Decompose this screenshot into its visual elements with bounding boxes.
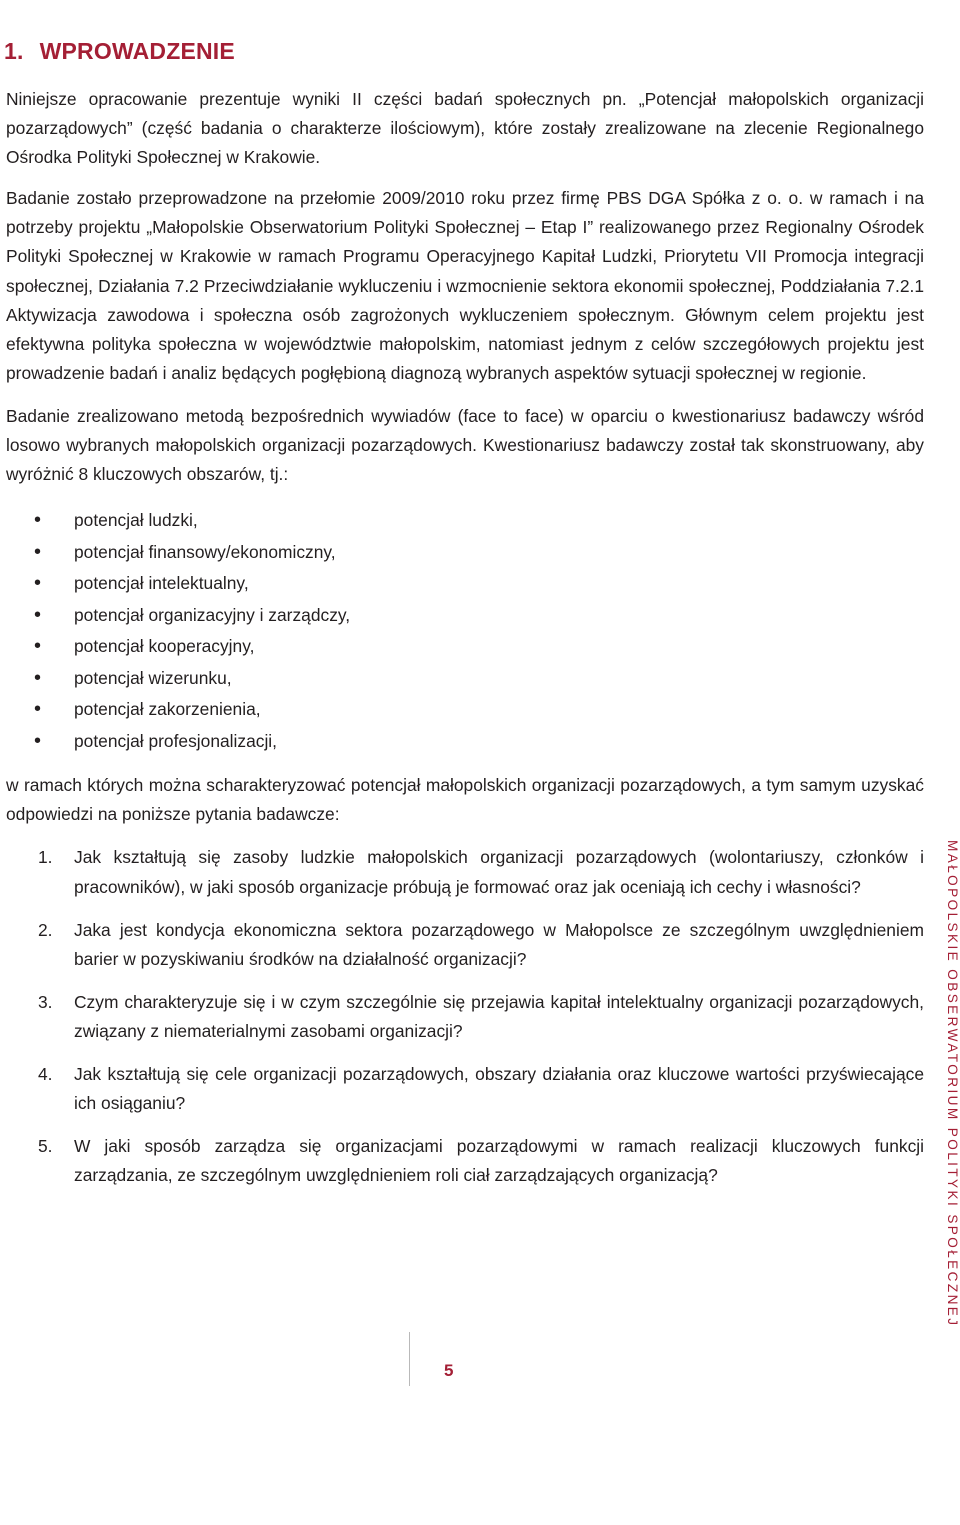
list-item bbox=[6, 1132, 924, 1190]
project-paragraph: Badanie zostało przeprowadzone na przełomie 2009/2010 roku przez firmę PBS DGA Spółka z o. o. w ramach i na potrzeby projektu „Małopolskie Obserwatorium Polityki Społecznej – Etap I” realizowanego przez Regionalny Ośrodek Polityki Społecznej w Krakowie w ramach Programu Operacyjnego Kapitał Ludzki, Priorytetu VII Promocja integracji społecznej, Działania 7.2 Przeciwdziałanie wykluczeniu i wzmocnienie sektora ekonomii społecznej, Poddziałania 7.2.1 Aktywizacja zawodowa i społeczna osób zagrożonych wykluczeniem społecznym. Głównym celem projektu jest efektywna polityka społeczna w województwie małopolskim, natomiast jednym z celów szczegółowych projektu jest prowadzenie badań i analiz będących pogłębioną diagnozą wybranych aspektów sytuacji społecznej w regionie. bbox=[6, 188, 924, 383]
list-item: • potencjał zakorzenienia, bbox=[6, 694, 924, 726]
list-item: • potencjał kooperacyjny, bbox=[6, 631, 924, 663]
research-questions-list bbox=[6, 843, 924, 1190]
side-running-title: MAŁOPOLSKIE OBSERWATORIUM POLITYKI SPOŁECZNEJ bbox=[945, 840, 960, 1328]
question-text: Jaka jest kondycja ekonomiczna sektora pozarządowego w Małopolsce ze szczególnym uwzględnieniem barier w pozyskiwaniu środków na działalność organizacji? bbox=[74, 919, 924, 969]
question-text: Jak kształtują się cele organizacji pozarządowych, obszary działania oraz kluczowe wartości przyświecające ich osiąganiu? bbox=[74, 1063, 924, 1114]
list-item: • potencjał intelektualny, bbox=[6, 568, 924, 600]
question-number: 4. bbox=[38, 1063, 53, 1084]
section-number: 1. bbox=[4, 38, 24, 64]
list-item bbox=[6, 1060, 924, 1118]
question-number: 3. bbox=[38, 991, 53, 1012]
intro-paragraph: Niniejsze opracowanie prezentuje wyniki II części badań społecznych pn. „Potencjał małopolskich organizacji pozarządowych” (część badania o charakterze ilościowym), które zostały zrealizowane na zlecenie Regionalnego Ośrodka Polityki Społecznej w Krakowie. bbox=[6, 89, 924, 168]
list-item bbox=[6, 916, 924, 974]
body-text bbox=[6, 85, 924, 1204]
question-text: W jaki sposób zarządza się organizacjami pozarządowymi w ramach realizacji kluczowych funkcji zarządzania, ze szczególnym uwzględnieniem roli ciał zarządzających organizacją? bbox=[74, 1136, 924, 1186]
list-item: • potencjał profesjonalizacji, bbox=[6, 726, 924, 758]
method-paragraph: Badanie zrealizowano metodą bezpośrednich wywiadów (face to face) w oparciu o kwestionariusz badawczy wśród losowo wybranych małopolskich organizacji pozarządowych. Kwestionariusz badawczy został tak skonstruowany, aby wyróżnić 8 kluczowych obszarów, tj.: bbox=[6, 405, 924, 485]
page-number-divider bbox=[409, 1332, 410, 1386]
section-title: WPROWADZENIE bbox=[39, 38, 235, 64]
question-text: Jak kształtują się zasoby ludzkie małopolskich organizacji pozarządowych (wolontariuszy, członków i pracowników), w jaki sposób organizacje próbują je formować oraz jak oceniają ich cechy i własności? bbox=[74, 847, 924, 897]
key-areas-list bbox=[6, 505, 924, 757]
page-number: 5 bbox=[444, 1361, 454, 1380]
section-heading bbox=[4, 38, 235, 65]
list-item bbox=[6, 843, 924, 901]
list-item bbox=[6, 988, 924, 1046]
question-number: 5. bbox=[38, 1136, 53, 1157]
questions-intro-paragraph: w ramach których można scharakteryzować potencjał małopolskich organizacji pozarządowych, a tym samym uzyskać odpowiedzi na poniższe pytania badawcze: bbox=[6, 775, 924, 825]
question-text: Czym charakteryzuje się i w czym szczególnie się przejawia kapitał intelektualny organizacji pozarządowych, związany z niematerialnymi zasobami organizacji? bbox=[74, 991, 924, 1041]
list-item: • potencjał ludzki, bbox=[6, 505, 924, 537]
question-number: 2. bbox=[38, 919, 53, 940]
list-item: • potencjał organizacyjny i zarządczy, bbox=[6, 600, 924, 632]
list-item: • potencjał finansowy/ekonomiczny, bbox=[6, 537, 924, 569]
list-item: • potencjał wizerunku, bbox=[6, 663, 924, 695]
question-number: 1. bbox=[38, 847, 53, 868]
